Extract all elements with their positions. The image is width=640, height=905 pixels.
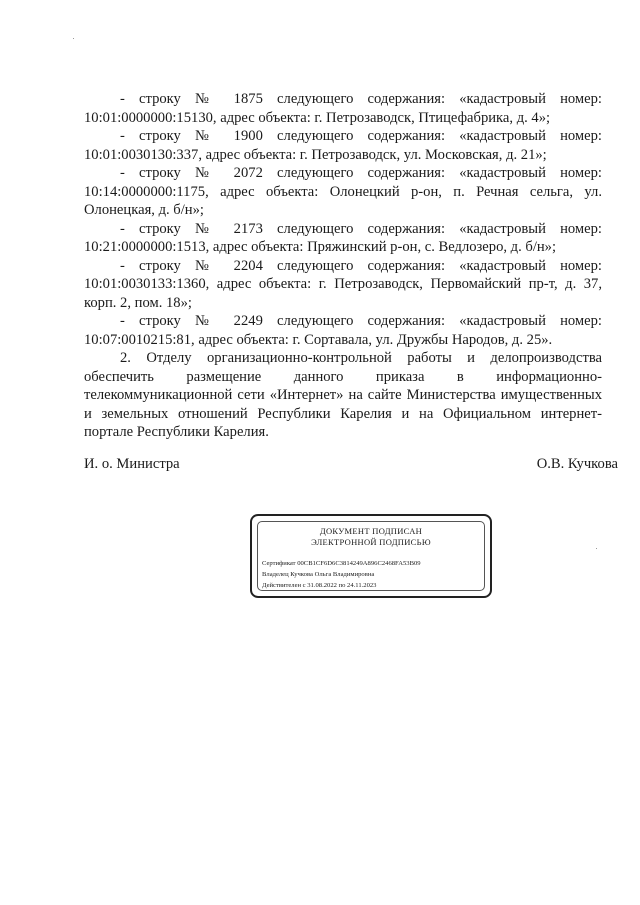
list-item bbox=[84, 164, 602, 220]
order-body bbox=[84, 90, 602, 442]
clause-2: 2. Отделу организационно-контрольной работы и делопроизводства обеспечить размещение данного приказа в информационно-телекоммуникационной сети «Интернет» на сайте Министерства имущественных и земельных отношений Республики Карелия и на Официальном интернет-портале Республики Карелия. bbox=[84, 350, 602, 440]
list-item bbox=[84, 90, 602, 127]
item-text: - строку № 2249 следующего содержания: «кадастровый номер: bbox=[120, 313, 602, 329]
stamp-owner: Владелец Кучкова Ольга Владимировна bbox=[262, 571, 375, 578]
item-text: 10:21:0000000:1513, адрес объекта: Пряжинский р-он, с. Ведлозеро, д. б/н»; bbox=[84, 239, 557, 255]
item-text: 10:14:0000000:1175, адрес объекта: Олонецкий р-он, п. Речная сельга, ул. Олонецкая, д. б/н»; bbox=[84, 183, 602, 218]
item-text: 10:01:0000000:15130, адрес объекта: г. Петрозаводск, Птицефабрика, д. 4»; bbox=[84, 109, 551, 126]
list-item bbox=[84, 127, 602, 164]
item-text: - строку № 1900 следующего содержания: «кадастровый номер: bbox=[120, 128, 602, 144]
scan-speck bbox=[73, 38, 74, 39]
signatory-name: О.В. Кучкова bbox=[536, 456, 618, 472]
item-text: 10:07:0010215:81, адрес объекта: г. Сортавала, ул. Дружбы Народов, д. 25». bbox=[84, 331, 553, 348]
item-text: - строку № 1875 следующего содержания: «кадастровый номер: bbox=[120, 91, 602, 107]
stamp-certificate: Сертификат 00CB1CF6D6C3814249A896C2468FA53B09 bbox=[262, 560, 421, 567]
item-text: 10:01:0030133:1360, адрес объекта: г. Петрозаводск, Первомайский пр-т, д. 37, корп. 2, пом. 18»; bbox=[84, 276, 602, 311]
item-text: - строку № 2173 следующего содержания: «кадастровый номер: bbox=[120, 220, 602, 237]
item-text: - строку № 2204 следующего содержания: «кадастровый номер: bbox=[120, 257, 602, 274]
stamp-validity: Действителен с 31.08.2022 по 24.11.2023 bbox=[262, 582, 377, 589]
list-item bbox=[84, 220, 602, 257]
signature-block bbox=[84, 456, 618, 473]
stamp-title bbox=[252, 526, 490, 547]
signatory-position: И. о. Министра bbox=[84, 456, 180, 472]
item-text: - строку № 2072 следующего содержания: «кадастровый номер: bbox=[120, 165, 602, 181]
scan-speck bbox=[596, 548, 597, 549]
list-item bbox=[84, 312, 602, 349]
stamp-title-line: ЭЛЕКТРОННОЙ ПОДПИСЬЮ bbox=[311, 536, 431, 547]
stamp-title-line: ДОКУМЕНТ ПОДПИСАН bbox=[319, 526, 423, 536]
item-text: 10:01:0030130:337, адрес объекта: г. Петрозаводск, ул. Московская, д. 21»; bbox=[84, 146, 547, 163]
electronic-signature-stamp bbox=[250, 514, 492, 598]
list-item bbox=[84, 257, 602, 313]
